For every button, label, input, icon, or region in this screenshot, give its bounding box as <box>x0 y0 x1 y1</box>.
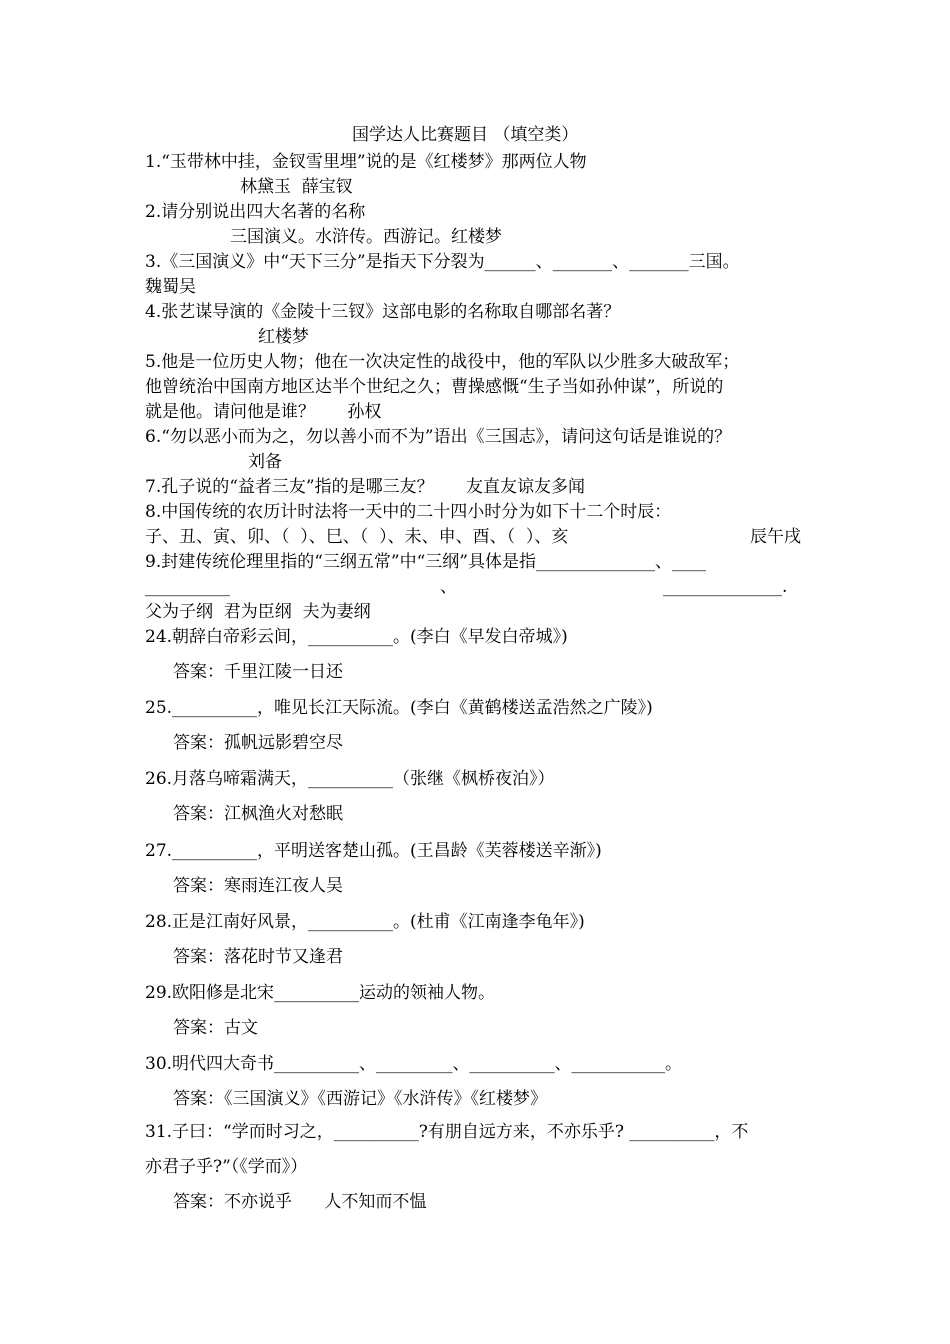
question-27: 27.__________，平明送客楚山孤。(王昌龄《芙蓉楼送辛渐》) <box>145 841 602 861</box>
question-26: 26.月落乌啼霜满天，__________（张继《枫桥夜泊》） <box>145 769 555 789</box>
question-5-line-1: 5.他是一位历史人物；他在一次决定性的战役中，他的军队以少胜多大破敌军； <box>145 352 740 372</box>
answer-8: 辰午戌 <box>750 527 801 547</box>
question-3: 3.《三国演义》中“天下三分”是指天下分裂为______、_______、_______三国。 <box>145 252 740 272</box>
answer-2: 三国演义。水浒传。西游记。红楼梦 <box>230 227 502 247</box>
question-29: 29.欧阳修是北宋__________运动的领袖人物。 <box>145 983 496 1003</box>
question-9-blank-end: ______________. <box>663 577 788 597</box>
answer-27: 答案：寒雨连江夜人吴 <box>173 876 343 896</box>
question-7: 7.孔子说的“益者三友”指的是哪三友？ 友直友谅友多闻 <box>145 477 586 497</box>
question-9-blank: __________ <box>145 577 230 597</box>
answer-26: 答案：江枫渔火对愁眠 <box>173 804 343 824</box>
answer-28: 答案：落花时节又逢君 <box>173 947 343 967</box>
answer-30: 答案：《三国演义》《西游记》《水浒传》《红楼梦》 <box>173 1089 547 1109</box>
question-8: 8.中国传统的农历计时法将一天中的二十四小时分为如下十二个时辰： <box>145 502 672 522</box>
answer-24: 答案：千里江陵一日还 <box>173 662 343 682</box>
answer-29: 答案：古文 <box>173 1018 258 1038</box>
question-5-line-2: 他曾统治中国南方地区达半个世纪之久；曹操感慨“生子当如孙仲谋”，所说的 <box>145 377 724 397</box>
question-25: 25.__________，唯见长江天际流。(李白《黄鹤楼送孟浩然之广陵》) <box>145 698 653 718</box>
answer-4: 红楼梦 <box>258 327 309 347</box>
answer-25: 答案：孤帆远影碧空尽 <box>173 733 343 753</box>
question-31-line-2: 亦君子乎?”（《学而》） <box>145 1157 308 1177</box>
question-9: 9.封建传统伦理里指的“三纲五常”中“三纲”具体是指______________、____ <box>145 552 706 572</box>
question-9-separator: 、 <box>440 577 457 597</box>
answer-6: 刘备 <box>248 452 282 472</box>
question-30: 30.明代四大奇书__________、_________、__________、___________。 <box>145 1054 683 1074</box>
question-1: 1.“玉带林中挂，金钗雪里埋”说的是《红楼梦》那两位人物 <box>145 152 587 172</box>
question-8-sequence: 子、丑、寅、卯、（ ）、巳、（ ）、未、申、酉、（ ）、亥 <box>145 527 569 547</box>
question-28: 28.正是江南好风景，__________。(杜甫《江南逢李龟年》) <box>145 912 585 932</box>
question-2: 2.请分别说出四大名著的名称 <box>145 202 366 222</box>
question-31-line-1: 31.子曰：“学而时习之，__________?有朋自远方来，不亦乐乎? __________，不 <box>145 1122 749 1142</box>
question-6: 6.“勿以恶小而为之，勿以善小而不为”语出《三国志》，请问这句话是谁说的？ <box>145 427 732 447</box>
answer-31: 答案：不亦说乎 人不知而不愠 <box>173 1192 427 1212</box>
answer-9: 父为子纲 君为臣纲 夫为妻纲 <box>145 602 371 622</box>
page-title: 国学达人比赛题目 （填空类） <box>352 125 579 145</box>
question-5-line-3: 就是他。请问他是谁？ 孙权 <box>145 402 382 422</box>
answer-1: 林黛玉 薛宝钗 <box>240 177 353 197</box>
answer-3: 魏蜀吴 <box>145 277 196 297</box>
question-24: 24.朝辞白帝彩云间，__________。(李白《早发白帝城》) <box>145 627 568 647</box>
question-4: 4.张艺谋导演的《金陵十三钗》这部电影的名称取自哪部名著？ <box>145 302 621 322</box>
